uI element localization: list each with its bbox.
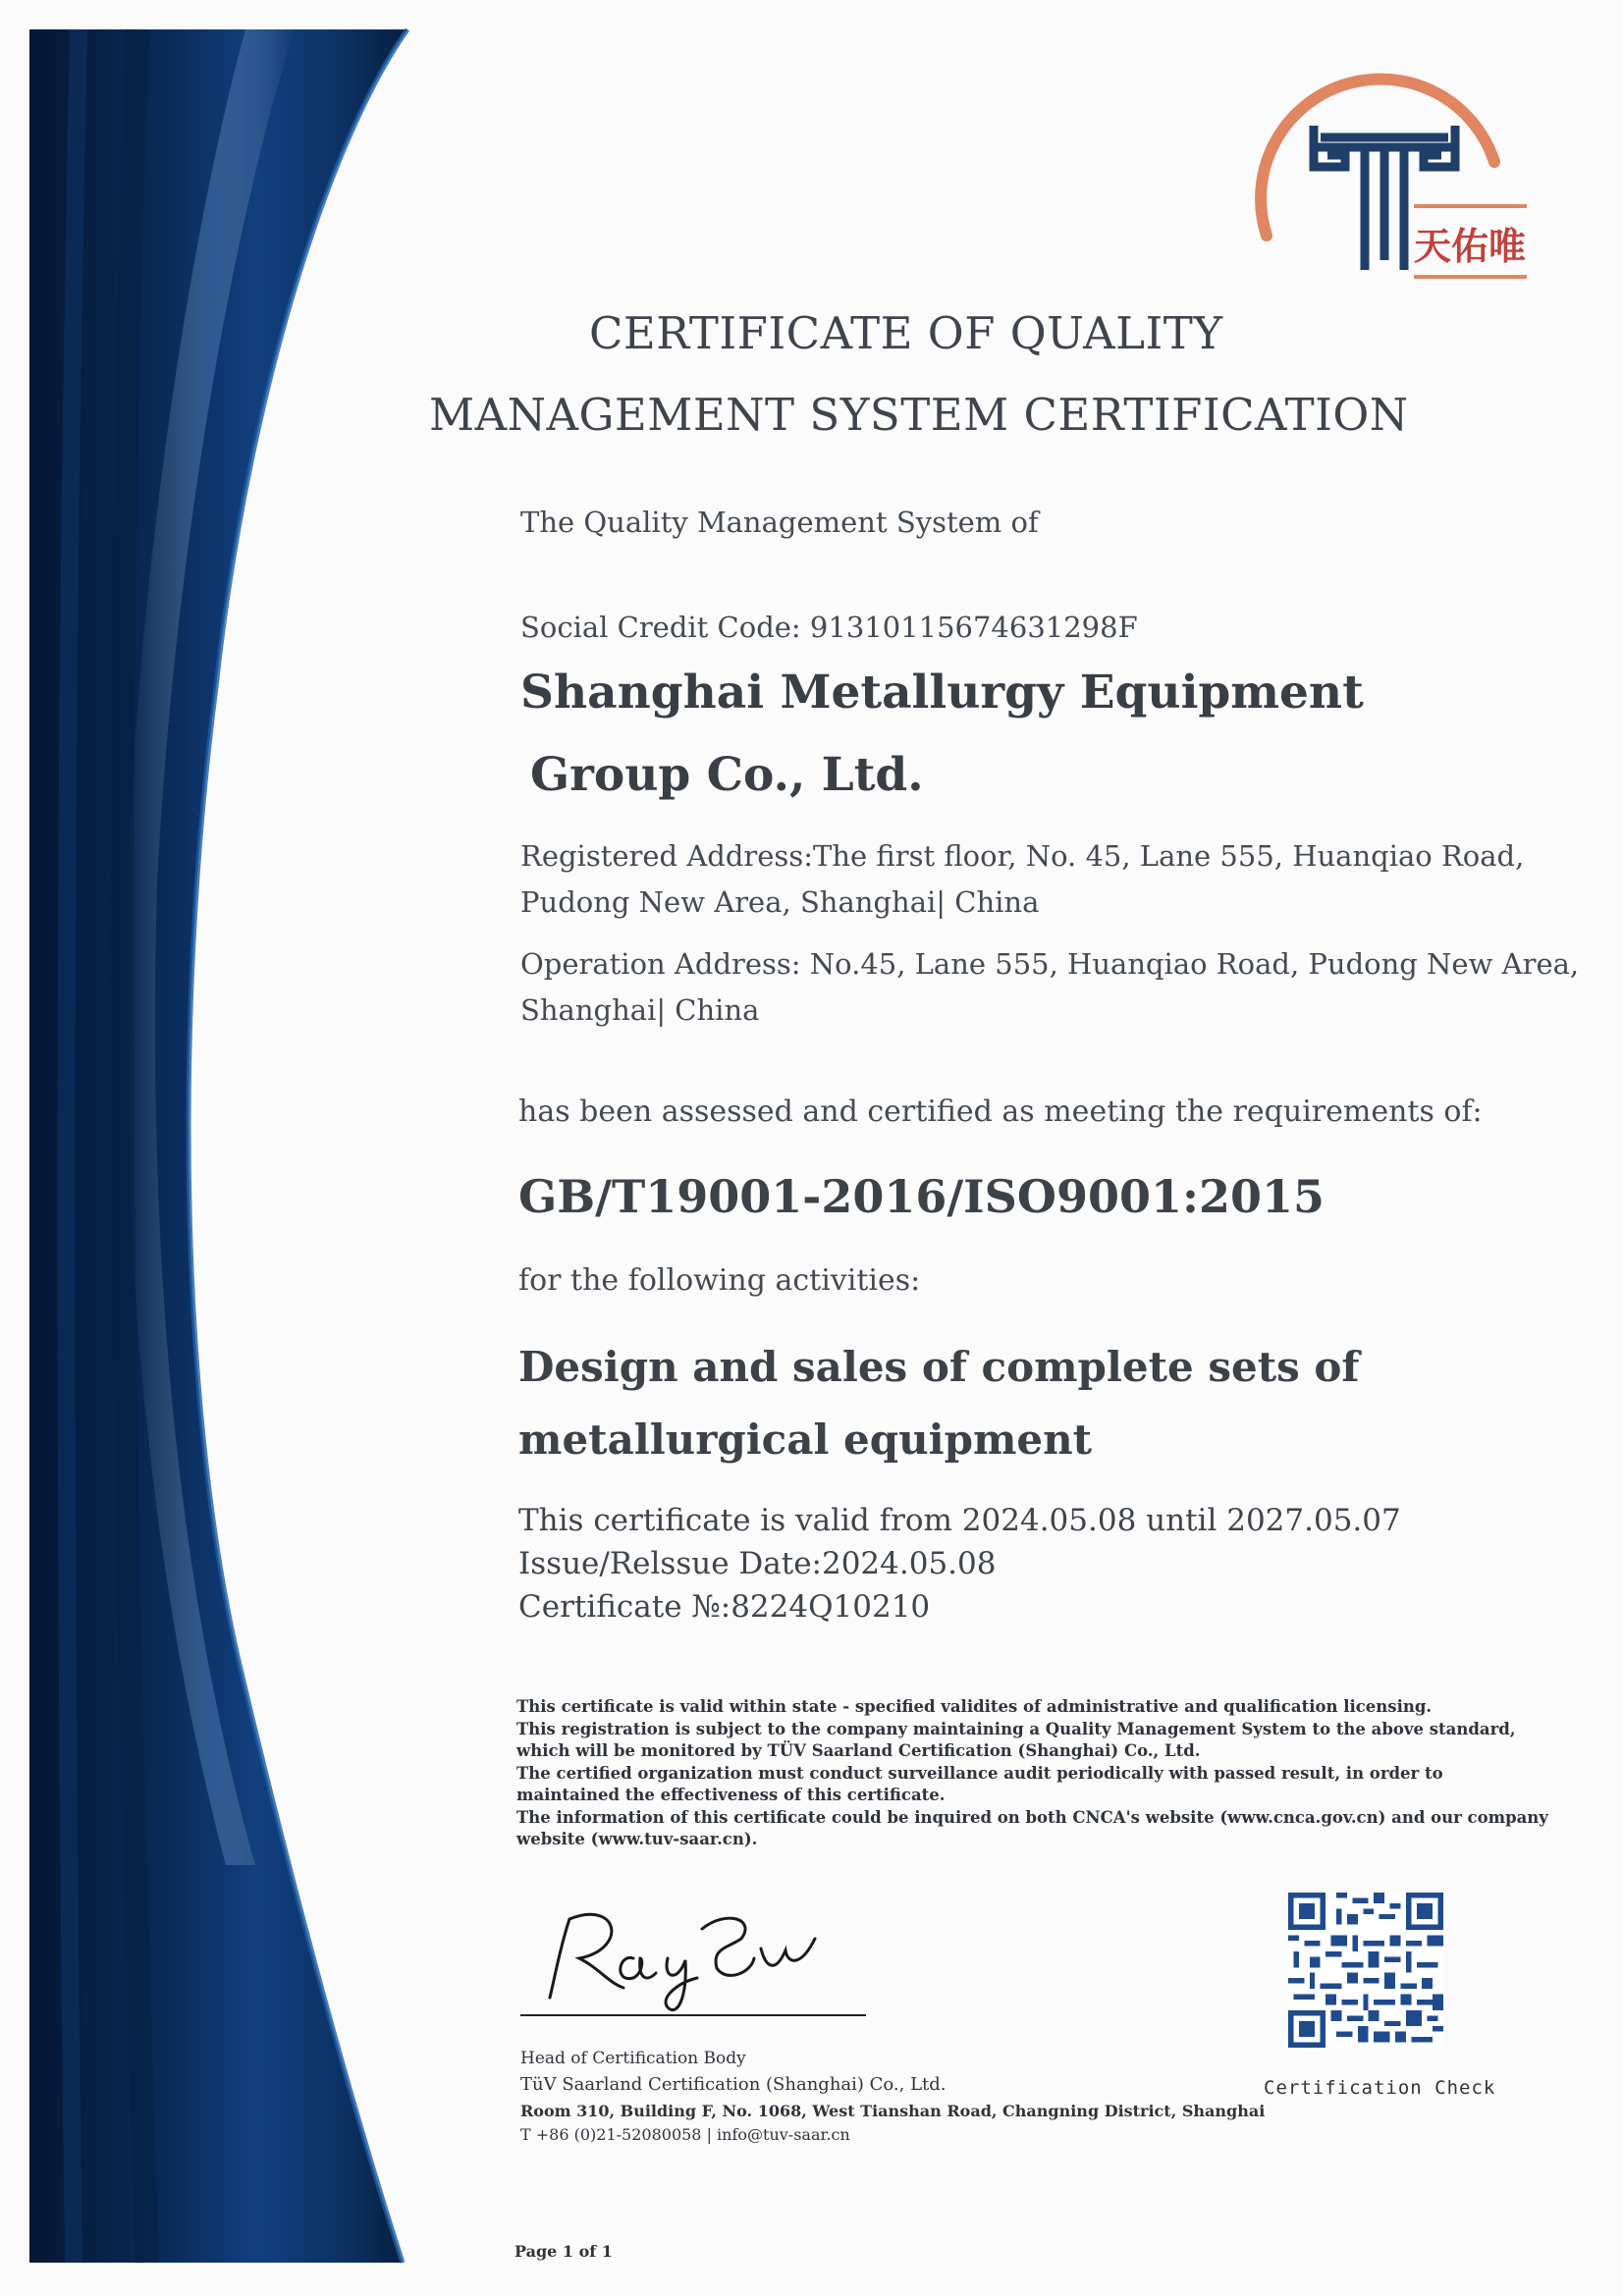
certificate-title-line2: MANAGEMENT SYSTEM CERTIFICATION (429, 389, 1409, 441)
qr-caption: Certification Check (1264, 2077, 1496, 2099)
social-credit-code: Social Credit Code: 91310115674631298F (520, 611, 1138, 644)
fine-print-line: This registration is subject to the company maintaining a Quality Management System to the above standard, (516, 1719, 1516, 1738)
logo-chinese-name: 天佑唯 (1414, 225, 1527, 268)
fine-print-line: which will be monitored by TÜV Saarland Certification (Shanghai) Co., Ltd. (516, 1741, 1201, 1760)
signatory-role: Head of Certification Body (520, 2049, 746, 2068)
company-name-line1: Shanghai Metallurgy Equipment (520, 666, 1364, 720)
activities-line1: Design and sales of complete sets of (518, 1343, 1360, 1391)
registered-address-line1: Registered Address:The first floor, No. 45, Lane 555, Huanqiao Road, (520, 839, 1525, 873)
activities-line2: metallurgical equipment (518, 1415, 1093, 1464)
handwritten-signature (530, 1890, 854, 2017)
intro-text: The Quality Management System of (520, 506, 1039, 539)
validity-period: This certificate is valid from 2024.05.08 until 2027.05.07 (518, 1503, 1401, 1538)
fine-print-line: maintained the effectiveness of this certificate. (516, 1786, 946, 1804)
qr-code[interactable] (1288, 1893, 1443, 2048)
fine-print-line: website (www.tuv-saar.cn). (516, 1830, 758, 1848)
certificate-title-line1: CERTIFICATE OF QUALITY (589, 307, 1223, 359)
fine-print (516, 1696, 1548, 1851)
signatory-org: TüV Saarland Certification (Shanghai) Co., Ltd. (520, 2074, 947, 2095)
registered-address-line2: Pudong New Area, Shanghai| China (520, 885, 1040, 919)
operation-address-line2: Shanghai| China (520, 993, 760, 1027)
fine-print-line: The information of this certificate could be inquired on both CNCA's website (www.cnca.gov.cn) and our company (516, 1807, 1548, 1827)
signature-line (520, 2014, 866, 2016)
logo-emblem-icon (1237, 69, 1532, 314)
certificate-number: Certificate №:8224Q10210 (518, 1589, 931, 1625)
company-name-line2: Group Co., Ltd. (530, 748, 924, 802)
company-logo (1237, 69, 1532, 314)
page-number: Page 1 of 1 (514, 2242, 613, 2261)
fine-print-line: The certified organization must conduct surveillance audit periodically with passed result, in order to (516, 1763, 1443, 1783)
signatory-address: Room 310, Building F, No. 1068, West Tianshan Road, Changning District, Shanghai (520, 2102, 1266, 2120)
issue-date: Issue/Relssue Date:2024.05.08 (518, 1546, 997, 1581)
signatory-contact: T +86 (0)21-52080058 | info@tuv-saar.cn (520, 2125, 850, 2144)
assessed-text: has been assessed and certified as meeting the requirements of: (518, 1095, 1483, 1129)
activities-intro: for the following activities: (518, 1263, 921, 1298)
fine-print-line: This certificate is valid within state - specified validites of administrative and qualification licensing. (516, 1697, 1433, 1716)
certified-standard: GB/T19001-2016/ISO9001:2015 (518, 1170, 1325, 1223)
qr-code-icon (1288, 1893, 1443, 2048)
operation-address-line1: Operation Address: No.45, Lane 555, Huanqiao Road, Pudong New Area, (520, 947, 1580, 981)
